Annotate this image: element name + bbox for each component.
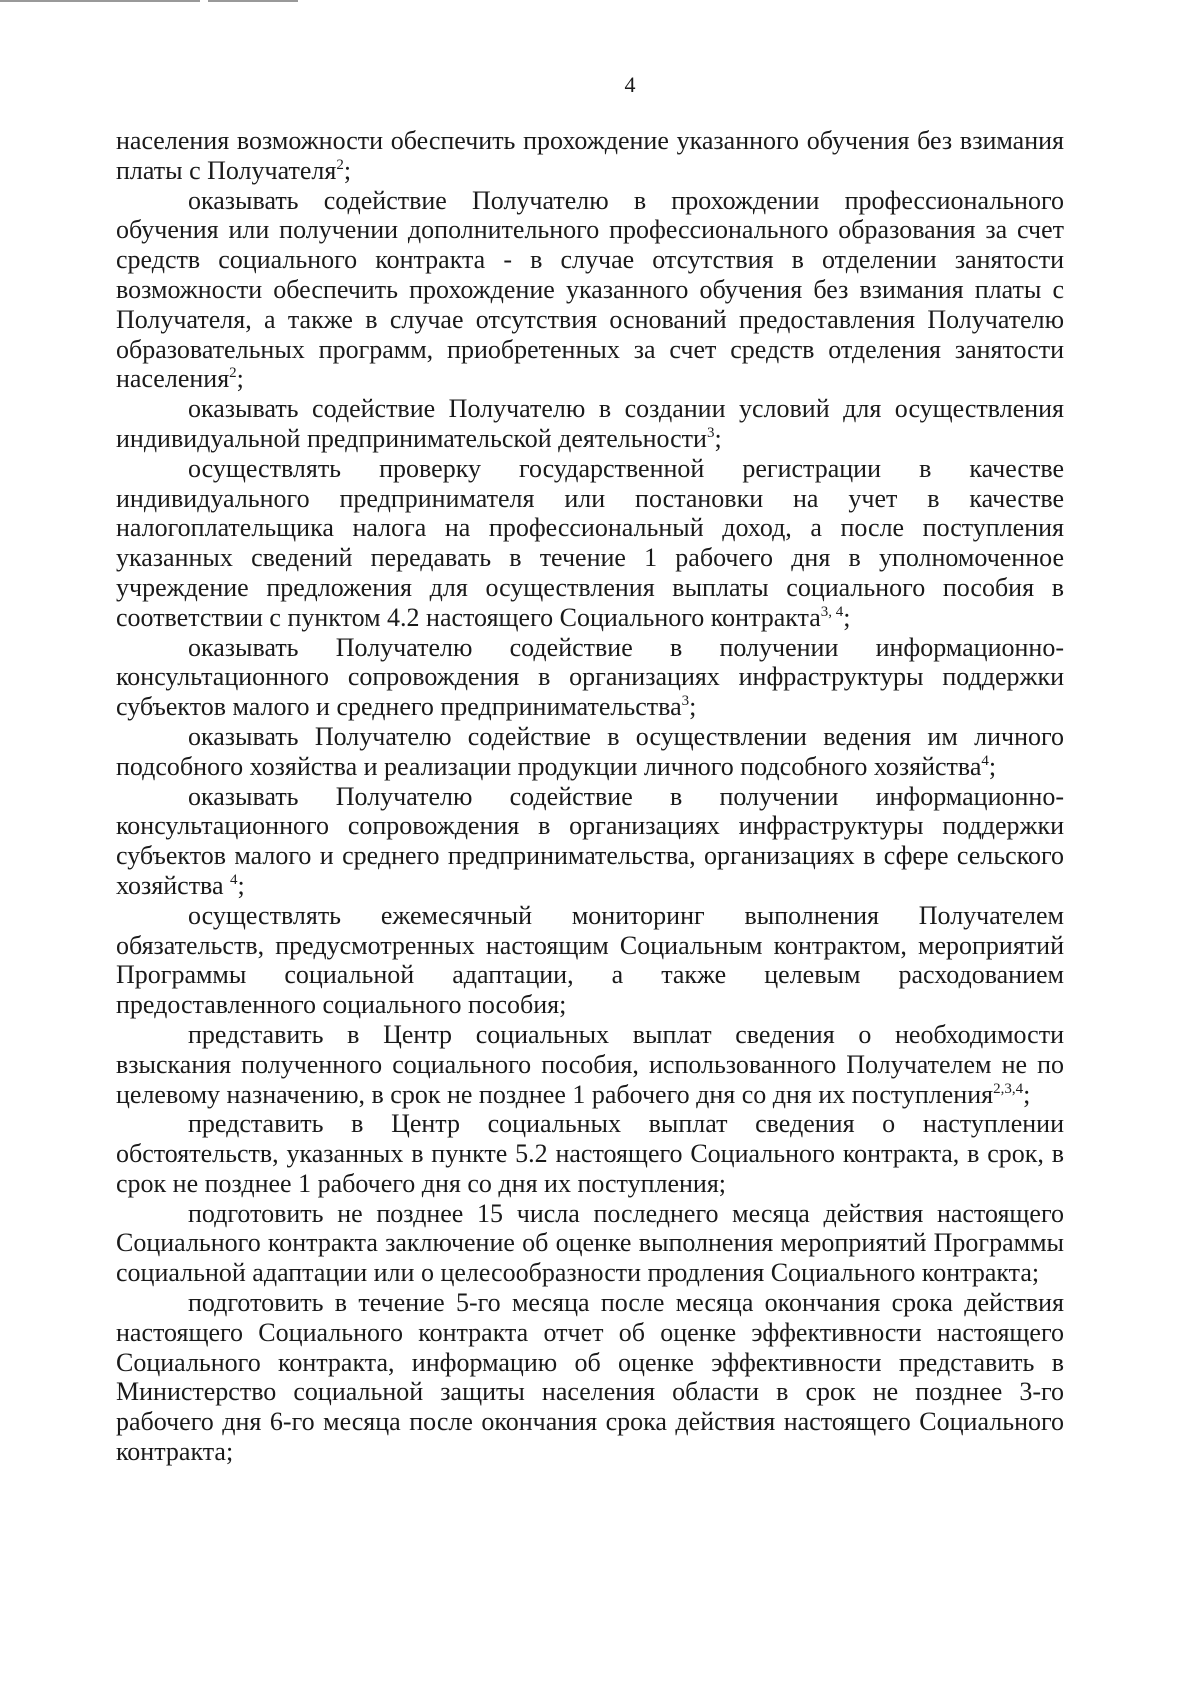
document-body (116, 126, 1064, 1467)
paragraph: осуществлять проверку государственной регистрации в качестве индивидуального предпринимателя или постановки на учет в качестве налогоплательщика налога на профессиональный доход, а после поступления указанных сведений передавать в течение 1 рабочего дня в уполномоченное учреждение предложения для осуществления выплаты социального пособия в соответствии с пунктом 4.2 настоящего Социального контракта$^{3, 4}$; (116, 453, 1064, 632)
scan-edge-mark (208, 0, 298, 2)
paragraph: оказывать Получателю содействие в получении информационно-консультационного сопровождения в организациях инфраструктуры поддержки субъектов малого и среднего предпринимательства$^3$; (116, 632, 1064, 722)
paragraph: представить в Центр социальных выплат сведения о наступлении обстоятельств, указанных в пункте 5.2 настоящего Социального контракта, в срок, в срок не позднее 1 рабочего дня со дня их поступления; (116, 1109, 1064, 1198)
scan-edge-mark (0, 0, 200, 2)
paragraph: оказывать содействие Получателю в прохождении профессионального обучения или получении дополнительного профессионального образования за счет средств социального контракта - в случае отсутствия в отделении занятости возможности обеспечить прохождение указанного обучения без взимания платы с Получателя, а также в случае отсутствия оснований предоставления Получателю образовательных программ, приобретенных за счет средств отделения занятости населения$^2$; (116, 185, 1064, 394)
paragraph: населения возможности обеспечить прохождение указанного обучения без взимания платы с Получателя$^2$; (116, 126, 1064, 185)
paragraph: подготовить в течение 5-го месяца после месяца окончания срока действия настоящего Социального контракта отчет об оценке эффективности настоящего Социального контракта, информацию об оценке эффективности представить в Министерство социальной защиты населения области в срок не позднее 3-го рабочего дня 6-го месяца после окончания срока действия настоящего Социального контракта; (116, 1288, 1064, 1467)
paragraph: оказывать содействие Получателю в создании условий для осуществления индивидуальной предпринимательской деятельности$^3$; (116, 394, 1064, 453)
paragraph: подготовить не позднее 15 числа последнего месяца действия настоящего Социального контракта заключение об оценке выполнения мероприятий Программы социальной адаптации или о целесообразности продления Социального контракта; (116, 1198, 1064, 1288)
paragraph: представить в Центр социальных выплат сведения о необходимости взыскания полученного социального пособия, использованного Получателем не по целевому назначению, в срок не позднее 1 рабочего дня со дня их поступления$^{2,3,4}$; (116, 1019, 1064, 1109)
paragraph: осуществлять ежемесячный мониторинг выполнения Получателем обязательств, предусмотренных настоящим Социальным контрактом, мероприятий Программы социальной адаптации, а также целевым расходованием предоставленного социального пособия; (116, 900, 1064, 1020)
page-number: 4 (624, 72, 636, 97)
paragraph: оказывать Получателю содействие в получении информационно-консультационного сопровождения в организациях инфраструктуры поддержки субъектов малого и среднего предпринимательства, организациях в сфере сельского хозяйства $^4$; (116, 781, 1064, 900)
paragraph: оказывать Получателю содействие в осуществлении ведения им личного подсобного хозяйства и реализации продукции личного подсобного хозяйства$^4$; (116, 721, 1064, 781)
